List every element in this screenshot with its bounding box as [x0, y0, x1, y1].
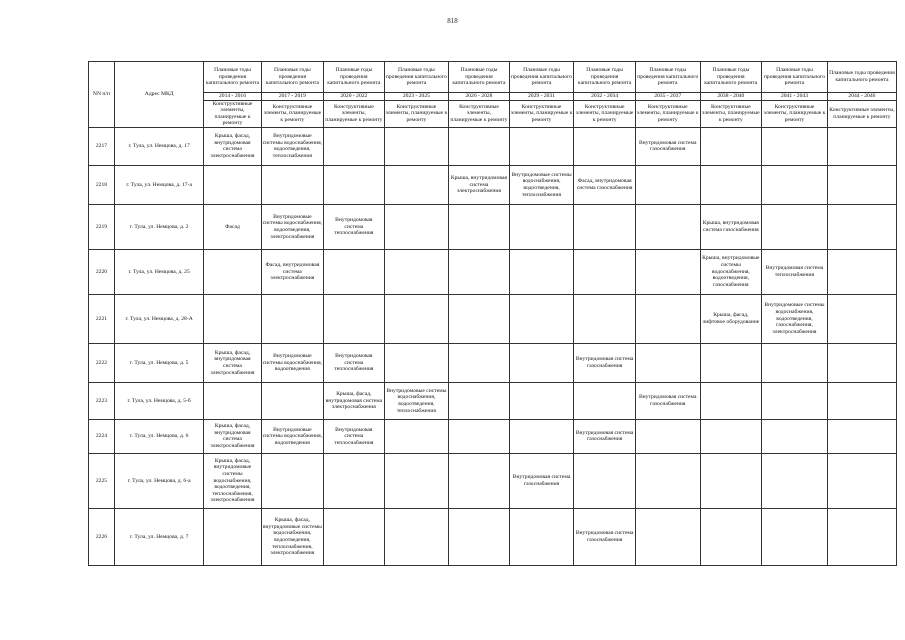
table-row	[89, 249, 897, 294]
repair-elements-cell: Внутридомовые системы водоснабжения, водоотведения, электроснабжения	[261, 204, 324, 249]
repair-elements-cell	[449, 343, 509, 382]
repair-elements-cell: Крыша, внутридомовая система электроснабжения	[449, 165, 509, 204]
header-period-title: Плановые годы проведения капитального ремонта	[635, 62, 700, 93]
repair-elements-cell	[509, 508, 574, 565]
repair-elements-cell: Крыша, фасад, лифтовое оборудование	[700, 294, 761, 343]
header-elements: Конструктивные элементы, планируемые к ремонту	[827, 100, 896, 127]
repair-elements-cell	[204, 249, 261, 294]
repair-elements-cell: Крыша, фасад, внутридомовая система электроснабжения	[204, 127, 261, 165]
row-number: 2219	[89, 204, 115, 249]
header-elements: Конструктивные элементы, планируемые к ремонту	[700, 100, 761, 127]
repair-elements-cell	[324, 127, 384, 165]
repair-elements-cell	[635, 419, 700, 453]
header-years: 2035 - 2037	[635, 93, 700, 101]
repair-elements-cell: Крыша, фасад, внутридомовая система электроснабжения	[324, 382, 384, 419]
repair-elements-cell	[762, 382, 828, 419]
repair-elements-cell	[762, 204, 828, 249]
header-period-title: Плановые годы проведения капитального ремонта	[261, 62, 324, 93]
repair-elements-cell: Внутридомовая система газоснабжения	[635, 382, 700, 419]
header-elements: Конструктивные элементы, планируемые к ремонту	[324, 100, 384, 127]
repair-elements-cell: Фасад, внутридомовая система электроснабжения	[261, 249, 324, 294]
repair-elements-cell: Внутридомовая система газоснабжения	[509, 453, 574, 508]
table-row	[89, 127, 897, 165]
repair-elements-cell	[324, 294, 384, 343]
repair-elements-cell	[509, 419, 574, 453]
repair-elements-cell	[827, 127, 896, 165]
header-period-title: Плановые годы проведения капитального ремонта	[324, 62, 384, 93]
header-period-title: Плановые годы проведения капитального ремонта	[762, 62, 828, 93]
repair-elements-cell: Внутридомовые системы водоснабжения, водоотведения, газоснабжения, электроснабжения	[762, 294, 828, 343]
repair-elements-cell	[384, 419, 449, 453]
header-years: 2032 - 2034	[574, 93, 635, 101]
row-address: г. Тула, ул. Немцова, д. 5-б	[114, 382, 204, 419]
header-period-title: Плановые годы проведения капитального ремонта	[384, 62, 449, 93]
repair-elements-cell	[762, 165, 828, 204]
header-years: 2020 - 2022	[324, 93, 384, 101]
repair-elements-cell	[204, 382, 261, 419]
table-row	[89, 382, 897, 419]
repair-elements-cell	[384, 165, 449, 204]
header-years: 2017 - 2019	[261, 93, 324, 101]
repair-elements-cell: Внутридомовая система газоснабжения	[574, 343, 635, 382]
repair-elements-cell	[384, 343, 449, 382]
repair-elements-cell	[261, 453, 324, 508]
repair-elements-cell	[449, 127, 509, 165]
repair-elements-cell	[261, 382, 324, 419]
repair-elements-cell	[700, 343, 761, 382]
row-number: 2222	[89, 343, 115, 382]
header-period-title: Плановые годы проведения капитального ремонта	[204, 62, 261, 93]
header-period-title: Плановые годы проведения капитального ремонта	[449, 62, 509, 93]
repair-elements-cell	[574, 453, 635, 508]
repair-elements-cell: Фасад	[204, 204, 261, 249]
row-number: 2223	[89, 382, 115, 419]
repair-elements-cell	[827, 382, 896, 419]
repair-elements-cell	[324, 508, 384, 565]
repair-elements-cell	[509, 127, 574, 165]
table-row	[89, 204, 897, 249]
header-elements: Конструктивные элементы, планируемые к ремонту	[762, 100, 828, 127]
table-row	[89, 343, 897, 382]
header-years: 2038 - 2040	[700, 93, 761, 101]
repair-elements-cell: Крыша, фасад, внутридомовые системы водоснабжения, водоотведения, теплоснабжения, электроснабжения	[204, 453, 261, 508]
row-number: 2221	[89, 294, 115, 343]
repair-elements-cell	[574, 294, 635, 343]
repair-elements-cell: Крыша, внутридомовая система газоснабжения	[700, 204, 761, 249]
header-period-title: Плановые годы проведения капитального ремонта	[827, 62, 896, 93]
repair-elements-cell	[700, 165, 761, 204]
row-address: г. Тула, ул. Немцова, д. 28-А	[114, 294, 204, 343]
repair-elements-cell	[700, 127, 761, 165]
repair-elements-cell	[449, 382, 509, 419]
repair-elements-cell	[261, 294, 324, 343]
repair-elements-cell	[449, 419, 509, 453]
repair-elements-cell	[204, 294, 261, 343]
repair-elements-cell: Внутридомовая система газоснабжения	[574, 419, 635, 453]
repair-elements-cell	[449, 204, 509, 249]
repair-elements-cell	[700, 382, 761, 419]
repair-elements-cell	[700, 508, 761, 565]
row-address: г. Тула, ул. Немцова, д. 7	[114, 508, 204, 565]
repair-elements-cell: Внутридомовая система теплоснабжения	[324, 419, 384, 453]
repair-elements-cell	[204, 165, 261, 204]
repair-elements-cell: Крыша, фасад, внутридомовые системы водоснабжения, водоотведения, теплоснабжения, электроснабжения	[261, 508, 324, 565]
row-number: 2218	[89, 165, 115, 204]
repair-elements-cell: Внутридомовая система теплоснабжения	[324, 204, 384, 249]
header-num: NN п/п	[89, 62, 115, 128]
table-body	[89, 127, 897, 565]
repair-elements-cell	[509, 294, 574, 343]
repair-elements-cell	[574, 127, 635, 165]
repair-elements-cell	[384, 453, 449, 508]
repair-elements-cell	[635, 294, 700, 343]
header-address: Адрес МКД	[114, 62, 204, 128]
repair-elements-cell	[574, 204, 635, 249]
row-number: 2224	[89, 419, 115, 453]
repair-elements-cell	[762, 419, 828, 453]
repair-elements-cell	[762, 343, 828, 382]
repair-elements-cell: Внутридомовая система теплоснабжения	[762, 249, 828, 294]
table-row	[89, 419, 897, 453]
header-period-title: Плановые годы проведения капитального ремонта	[509, 62, 574, 93]
repair-elements-cell: Крыша, фасад, внутридомовая система электроснабжения	[204, 343, 261, 382]
header-elements: Конструктивные элементы, планируемые к ремонту	[635, 100, 700, 127]
repair-elements-cell: Внутридомовые системы водоснабжения, водоотведения	[261, 343, 324, 382]
repair-elements-cell	[827, 249, 896, 294]
repair-elements-cell	[635, 343, 700, 382]
repair-elements-cell: Внутридомовая система теплоснабжения	[324, 343, 384, 382]
repair-elements-cell	[700, 453, 761, 508]
row-address: г. Тула, ул. Немцова, д. 6	[114, 419, 204, 453]
header-years: 2023 - 2025	[384, 93, 449, 101]
repair-elements-cell: Фасад, внутридомовая система газоснабжения	[574, 165, 635, 204]
header-period-title: Плановые годы проведения капитального ремонта	[574, 62, 635, 93]
repair-elements-cell	[635, 508, 700, 565]
repair-elements-cell	[384, 294, 449, 343]
repair-elements-cell	[574, 382, 635, 419]
row-address: г. Тула, ул. Немцова, д. 2	[114, 204, 204, 249]
row-number: 2220	[89, 249, 115, 294]
repair-elements-cell: Крыша, внутридомовые системы водоснабжения, водоотведения, газоснабжения	[700, 249, 761, 294]
repair-elements-cell	[384, 508, 449, 565]
repair-elements-cell	[449, 508, 509, 565]
repair-elements-cell	[827, 419, 896, 453]
header-elements: Конструктивные элементы, планируемые к ремонту	[574, 100, 635, 127]
repair-elements-cell	[449, 294, 509, 343]
repair-elements-cell: Внутридомовые системы водоснабжения, водоотведения	[261, 419, 324, 453]
table-row	[89, 453, 897, 508]
header-elements: Конструктивные элементы, планируемые к ремонту	[384, 100, 449, 127]
repair-elements-cell	[384, 127, 449, 165]
repair-elements-cell	[635, 249, 700, 294]
repair-elements-cell	[324, 249, 384, 294]
repair-elements-cell	[635, 204, 700, 249]
header-years: 2029 - 2031	[509, 93, 574, 101]
row-number: 2217	[89, 127, 115, 165]
repair-elements-cell	[509, 249, 574, 294]
repair-elements-cell	[762, 453, 828, 508]
repair-elements-cell	[827, 508, 896, 565]
repair-elements-cell	[449, 453, 509, 508]
repair-elements-cell	[762, 508, 828, 565]
header-years: 2044 - 2046	[827, 93, 896, 101]
table-row	[89, 294, 897, 343]
repair-elements-cell	[635, 165, 700, 204]
repair-elements-cell	[509, 204, 574, 249]
header-elements: Конструктивные элементы, планируемые к ремонту	[509, 100, 574, 127]
repair-elements-cell	[261, 165, 324, 204]
row-number: 2226	[89, 508, 115, 565]
repair-elements-cell	[324, 453, 384, 508]
header-years: 2026 - 2028	[449, 93, 509, 101]
repair-elements-cell	[204, 508, 261, 565]
repair-elements-cell	[827, 165, 896, 204]
header-years: 2041 - 2043	[762, 93, 828, 101]
repair-elements-cell	[384, 249, 449, 294]
table-row	[89, 165, 897, 204]
repair-elements-cell	[449, 249, 509, 294]
repair-elements-cell: Внутридомовые системы водоснабжения, водоотведения, теплоснабжения	[384, 382, 449, 419]
header-elements: Конструктивные элементы, планируемые к ремонту	[204, 100, 261, 127]
row-address: г. Тула, ул. Немцова, д. 17	[114, 127, 204, 165]
table-row	[89, 508, 897, 565]
row-number: 2225	[89, 453, 115, 508]
repair-elements-cell	[509, 343, 574, 382]
header-elements: Конструктивные элементы, планируемые к ремонту	[261, 100, 324, 127]
row-address: г. Тула, ул. Немцова, д. 25	[114, 249, 204, 294]
repair-elements-cell: Внутридомовая система газоснабжения	[635, 127, 700, 165]
repair-elements-cell	[827, 294, 896, 343]
row-address: г. Тула, ул. Немцова, д. 5	[114, 343, 204, 382]
repair-elements-cell	[574, 249, 635, 294]
repair-elements-cell: Крыша, фасад, внутридомовая система электроснабжения	[204, 419, 261, 453]
repair-elements-cell	[700, 419, 761, 453]
repair-elements-cell	[827, 204, 896, 249]
repair-elements-cell: Внутридомовая система газоснабжения	[574, 508, 635, 565]
repair-elements-cell	[762, 127, 828, 165]
repair-elements-cell	[384, 204, 449, 249]
repair-elements-cell	[827, 343, 896, 382]
capital-repair-table	[88, 61, 897, 566]
row-address: г. Тула, ул. Немцова, д. 17-а	[114, 165, 204, 204]
header-years: 2014 - 2016	[204, 93, 261, 101]
repair-elements-cell	[635, 453, 700, 508]
repair-elements-cell	[509, 382, 574, 419]
header-period-title: Плановые годы проведения капитального ремонта	[700, 62, 761, 93]
row-address: г. Тула, ул. Немцова, д. 6-а	[114, 453, 204, 508]
repair-elements-cell	[827, 453, 896, 508]
repair-elements-cell	[324, 165, 384, 204]
page-number: 818	[447, 17, 458, 25]
header-elements: Конструктивные элементы, планируемые к ремонту	[449, 100, 509, 127]
repair-elements-cell: Внутридомовые системы водоснабжения, водоотведения, теплоснабжения	[509, 165, 574, 204]
repair-elements-cell: Внутридомовые системы водоснабжения, водоотведения, теплоснабжения	[261, 127, 324, 165]
